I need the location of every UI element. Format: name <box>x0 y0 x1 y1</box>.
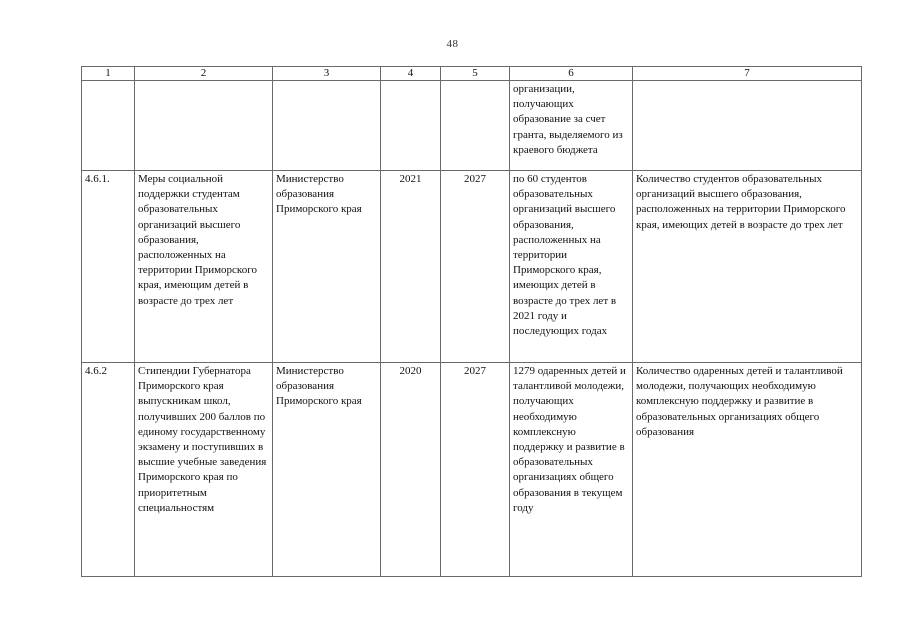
item-end-year <box>441 81 510 171</box>
item-executor <box>273 81 381 171</box>
item-name: Стипендии Губернатора Приморского края выпускникам школ, получивших 200 баллов по единому государственному экзамену и поступивших в высшие учебные заведения Приморского края по приоритетным специальностям <box>135 363 273 577</box>
item-code: 4.6.1. <box>82 171 135 363</box>
item-end-year: 2027 <box>441 171 510 363</box>
item-result: 1279 одаренных детей и талантливой молодежи, получающих необходимую комплексную поддержку и развитие в образовательных организациях общего образования в текущем году <box>510 363 633 577</box>
item-executor: Министерство образования Приморского края <box>273 363 381 577</box>
item-name: Меры социальной поддержки студентам образовательных организаций высшего образования, расположенных на территории Приморского края, имеющим детей в возрасте до трех лет <box>135 171 273 363</box>
item-result: организации, получающих образование за счет гранта, выделяемого из краевого бюджета <box>510 81 633 171</box>
header-cell: 5 <box>441 67 510 81</box>
table-row <box>82 81 862 171</box>
header-cell: 4 <box>381 67 441 81</box>
item-name <box>135 81 273 171</box>
item-start-year <box>381 81 441 171</box>
item-start-year: 2021 <box>381 171 441 363</box>
header-cell: 1 <box>82 67 135 81</box>
header-cell: 7 <box>633 67 862 81</box>
table-row <box>82 171 862 363</box>
item-end-year: 2027 <box>441 363 510 577</box>
item-code: 4.6.2 <box>82 363 135 577</box>
header-cell: 3 <box>273 67 381 81</box>
header-cell: 6 <box>510 67 633 81</box>
header-cell: 2 <box>135 67 273 81</box>
item-indicator: Количество студентов образовательных организаций высшего образования, расположенных на территории Приморского края, имеющих детей в возрасте до трех лет <box>633 171 862 363</box>
item-indicator: Количество одаренных детей и талантливой молодежи, получающих необходимую комплексную поддержку и развитие в образовательных организациях общего образования <box>633 363 862 577</box>
item-start-year: 2020 <box>381 363 441 577</box>
page-number: 48 <box>446 38 459 50</box>
table-header-row <box>82 67 862 81</box>
item-result: по 60 студентов образовательных организаций высшего образования, расположенных на территории Приморского края, имеющих детей в возрасте до трех лет в 2021 году и последующих годах <box>510 171 633 363</box>
item-code <box>82 81 135 171</box>
table-row <box>82 363 862 577</box>
item-indicator <box>633 81 862 171</box>
program-table <box>81 66 862 577</box>
item-executor: Министерство образования Приморского края <box>273 171 381 363</box>
